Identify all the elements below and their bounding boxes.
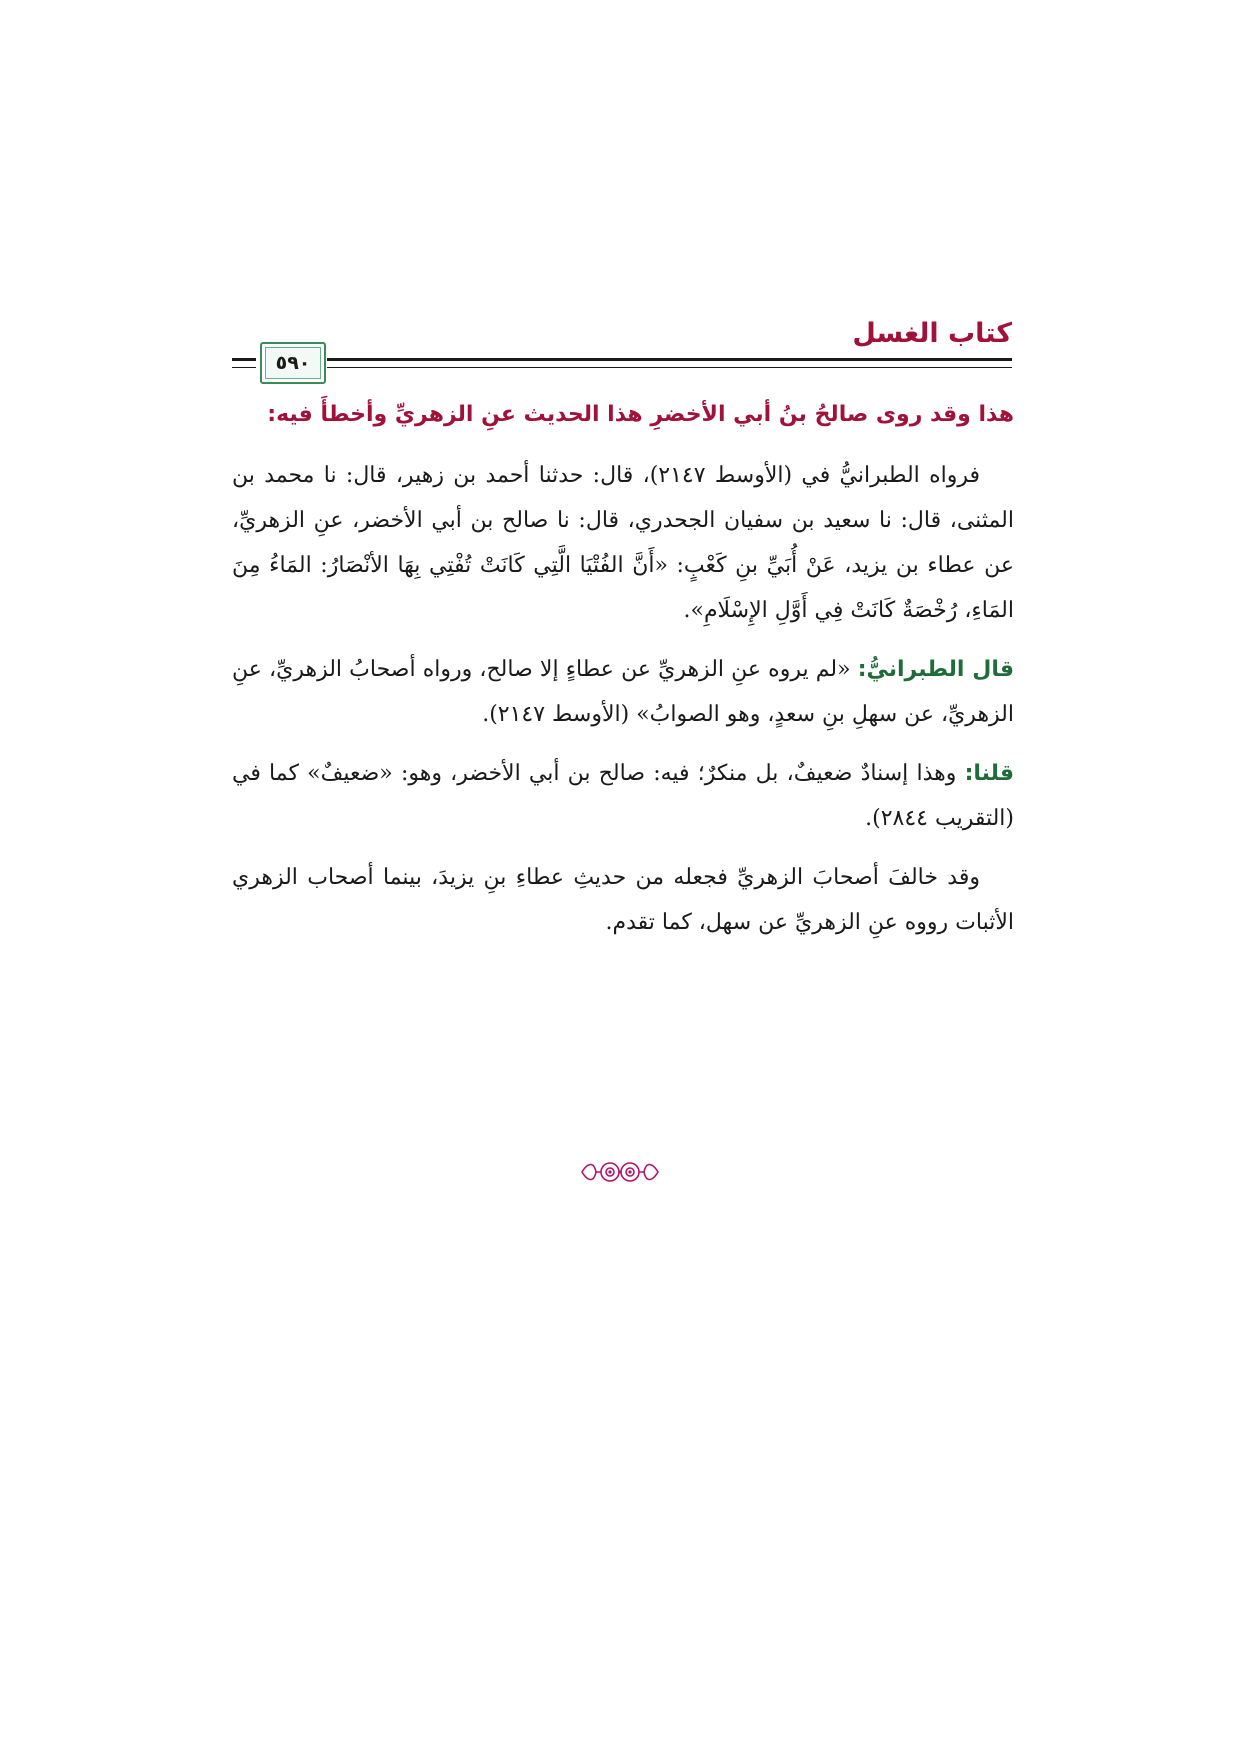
header-rule-thin <box>327 367 1012 368</box>
page-header <box>232 318 1012 384</box>
chapter-title: كتاب الغسل <box>852 318 1012 349</box>
paragraph-3 <box>232 751 1014 841</box>
paragraph-1: فرواه الطبرانيُّ في (الأوسط ٢١٤٧)، قال: حدثنا أحمد بن زهير، قال: نا محمد بن المثنى، قال: نا سعيد بن سفيان الجحدري، قال: نا صالح بن أبي الأخضر، عنِ الزهريِّ، عن عطاء بن يزيد، عَنْ أُبَيِّ بنِ كَعْبٍ: «أَنَّ الفُتْيَا الَّتِي كَانَتْ تُفْتِي بِهَا الأنْصَارُ: المَاءُ مِنَ المَاءِ، رُخْصَةٌ كَانَتْ فِي أَوَّلِ الإِسْلَامِ». <box>232 463 1014 623</box>
qulna-label: قلنا: <box>964 761 1014 786</box>
header-rule-left-thin <box>232 367 256 368</box>
paragraph-2-text: «لم يروه عنِ الزهريِّ عن عطاءٍ إلا صالح، ورواه أصحابُ الزهريِّ، عنِ الزهريِّ، عن سهلِ بنِ سعدٍ، وهو الصوابُ» (الأوسط ٢١٤٧). <box>232 657 1014 727</box>
tabarani-label: قال الطبرانيُّ: <box>857 657 1015 682</box>
paragraph-4: وقد خالفَ أصحابَ الزهريِّ فجعله من حديثِ عطاءِ بنِ يزيدَ، بينما أصحاب الزهري الأثبات رووه عنِ الزهريِّ عن سهل، كما تقدم. <box>232 865 1014 935</box>
ornate-frame-icon <box>260 342 326 384</box>
header-rule-left-thick <box>232 358 256 361</box>
page-number: ٥٩٠ <box>275 352 311 374</box>
header-rule-thick <box>327 358 1012 361</box>
section-heading: هذا وقد روى صالحُ بنُ أبي الأخضرِ هذا الحديث عنِ الزهريِّ وأخطأَ فيه: <box>267 402 1014 427</box>
floral-ornament-icon <box>578 1154 662 1190</box>
paragraph-3-text: وهذا إسنادٌ ضعيفٌ، بل منكرٌ؛ فيه: صالح بن أبي الأخضر، وهو: «ضعيفٌ» كما في (التقريب ٢٨٤٤). <box>232 761 1014 831</box>
paragraph-2 <box>232 647 1014 737</box>
page-body <box>232 395 1014 945</box>
